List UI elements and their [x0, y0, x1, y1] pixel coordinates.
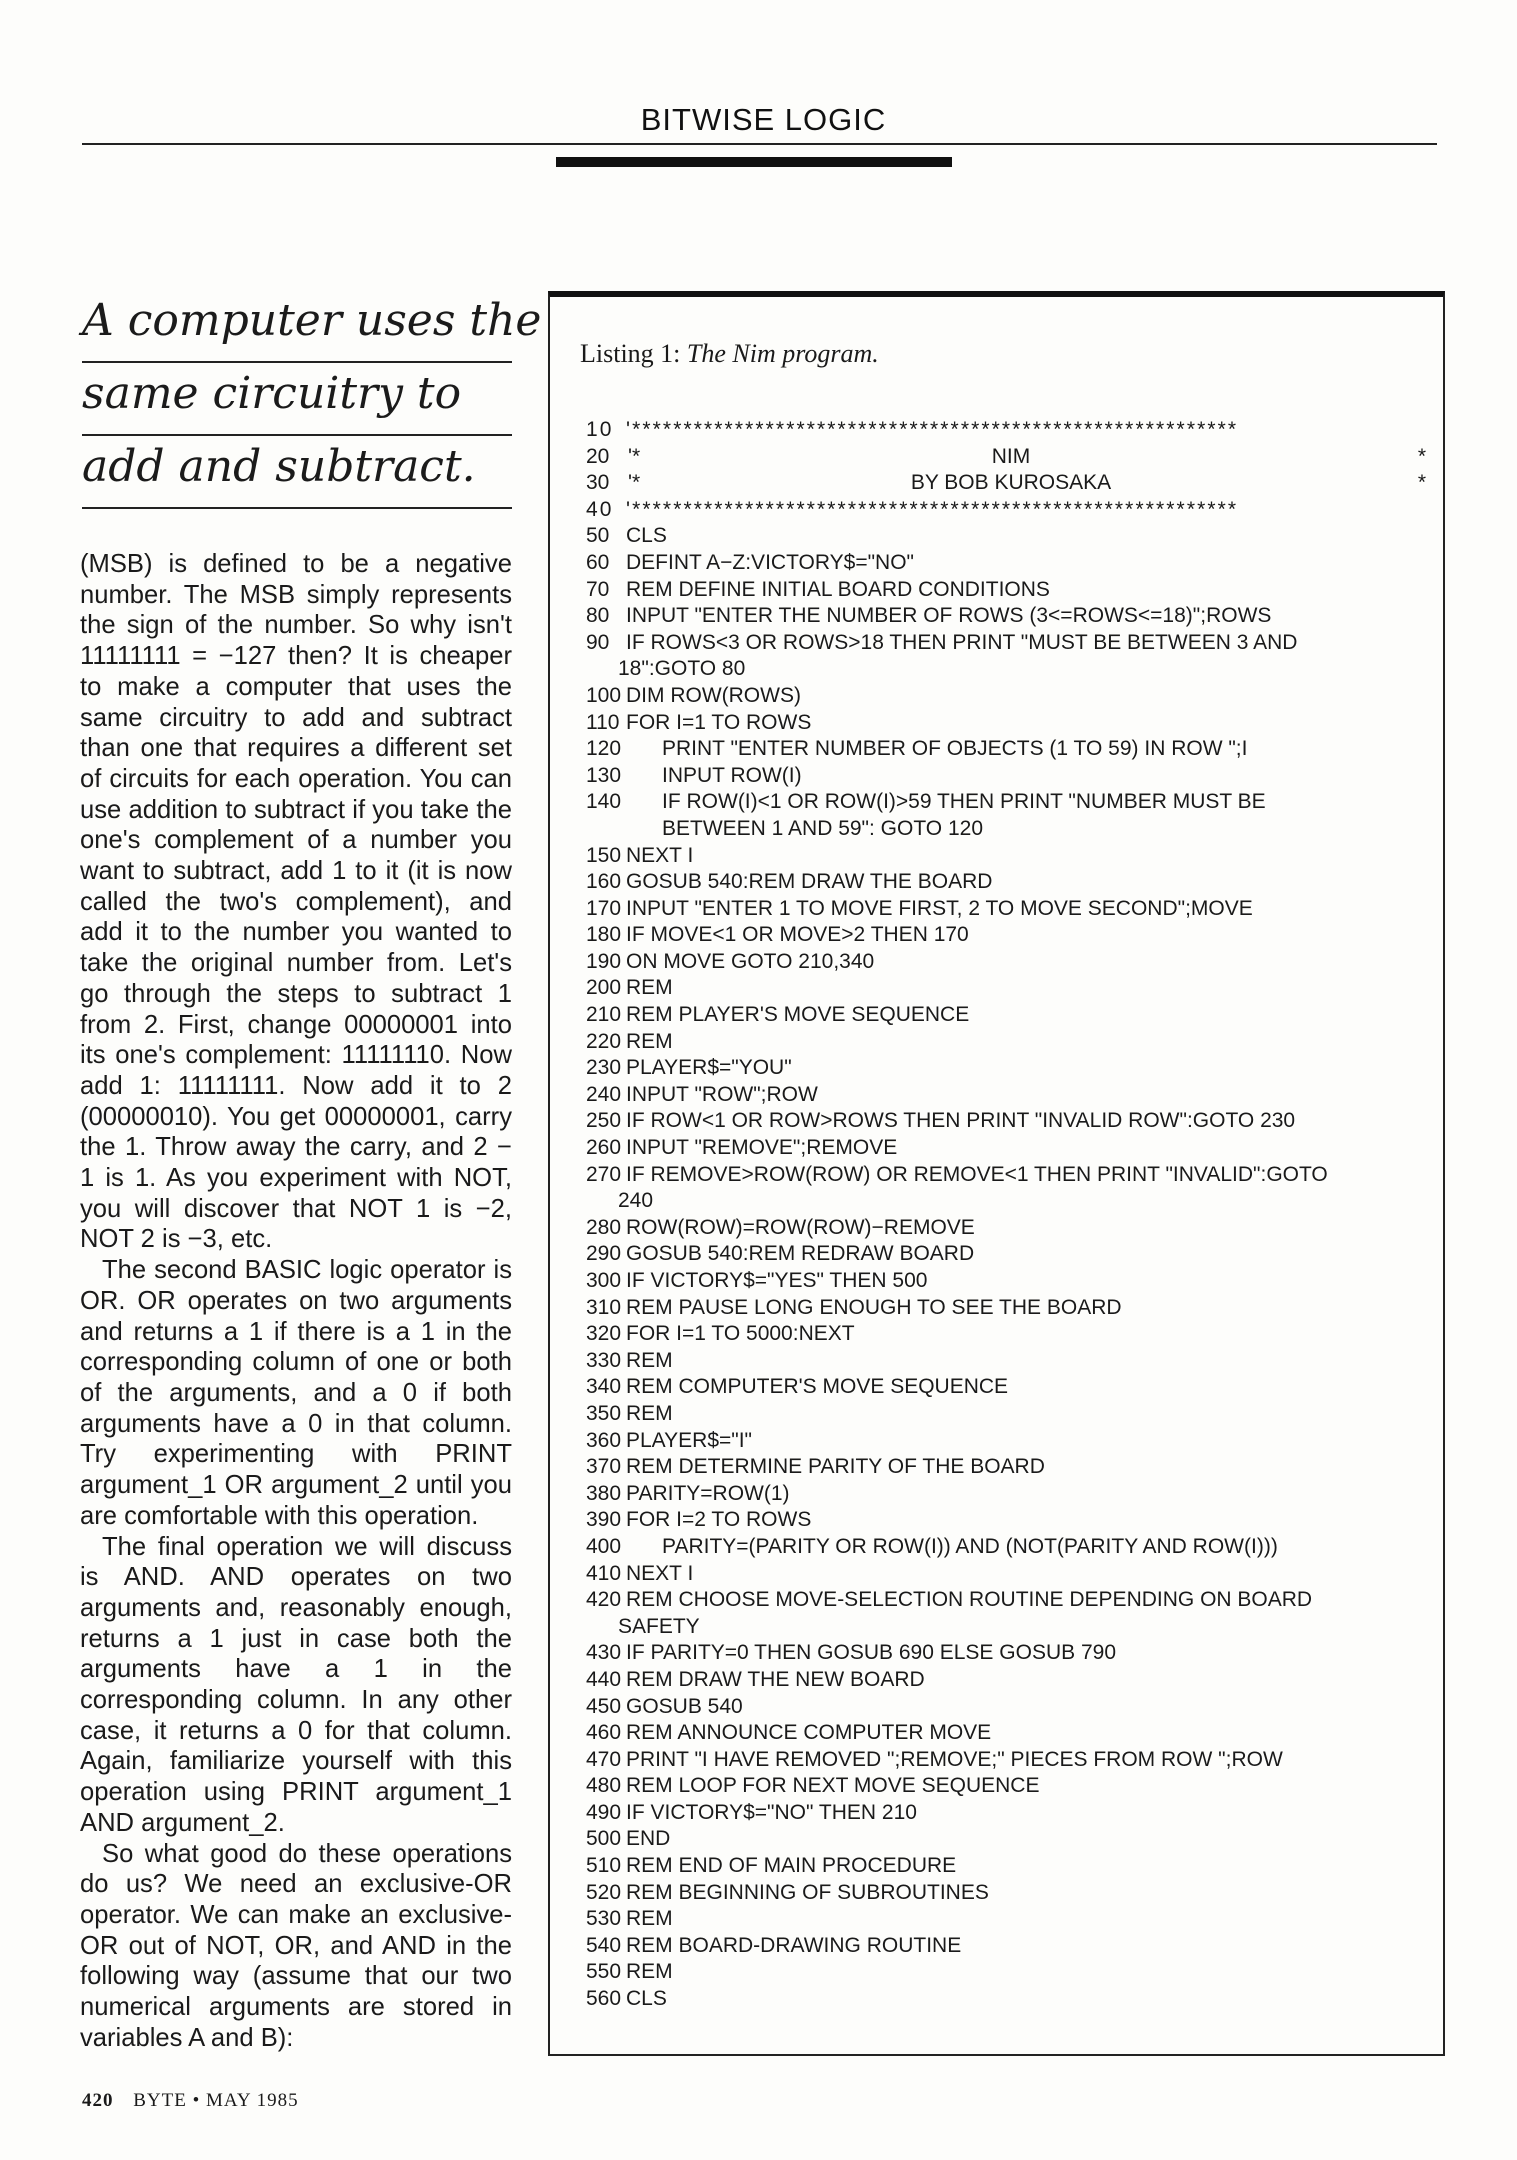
code-text: IF VICTORY$="YES" THEN 500 [626, 1269, 928, 1292]
code-text: INPUT "ENTER THE NUMBER OF ROWS (3<=ROWS<=18)";ROWS [626, 604, 1272, 628]
code-text: END [626, 1827, 671, 1851]
code-text: IF ROW(I)<1 OR ROW(I)>59 THEN PRINT "NUMBER MUST BE [662, 790, 1266, 814]
code-text: REM PAUSE LONG ENOUGH TO SEE THE BOARD [626, 1295, 1122, 1319]
code-text: PARITY=ROW(1) [626, 1481, 790, 1505]
code-line [586, 1587, 1436, 1614]
line-number: 240 [586, 1082, 622, 1106]
asterisk-border: '*********************************************************** [626, 418, 1239, 441]
code-line [586, 603, 1436, 630]
code-text: FOR I=2 TO ROWS [626, 1508, 812, 1532]
line-number: 70 [586, 577, 610, 601]
code-text: INPUT "ROW";ROW [626, 1082, 818, 1106]
code-text: REM CHOOSE MOVE-SELECTION ROUTINE DEPENDING ON BOARD [626, 1588, 1313, 1612]
banner-text: NIM [991, 444, 1031, 468]
line-number: 60 [586, 550, 610, 574]
line-number: 170 [586, 896, 622, 920]
article-paragraph: The second BASIC logic operator is OR. OR operates on two arguments and returns a 1 if there is a 1 in the corresponding column of one or both of the arguments, and a 0 if both arguments have a 0 in that column. Try experimenting with PRINT argument_1 OR argument_2 until you are comfortable with this operation. [80, 1256, 512, 1530]
code-line [586, 896, 1436, 923]
code-text: REM LOOP FOR NEXT MOVE SEQUENCE [626, 1774, 1040, 1798]
code-line [586, 1135, 1436, 1162]
line-number: 140 [586, 790, 622, 814]
code-text: ROW(ROW)=ROW(ROW)−REMOVE [626, 1215, 975, 1239]
line-number: 190 [586, 949, 622, 973]
code-line [586, 1747, 1436, 1774]
code-listing [586, 417, 1436, 2013]
line-number: 310 [586, 1295, 622, 1319]
code-line [586, 710, 1436, 737]
code-line [586, 523, 1436, 550]
pull-quote-line: add and subtract. [82, 436, 512, 509]
code-line [586, 444, 1436, 471]
line-number: 550 [586, 1960, 622, 1984]
code-text: CLS [626, 1987, 667, 2011]
code-text: INPUT "REMOVE";REMOVE [626, 1136, 898, 1160]
magazine-name: BYTE [133, 2090, 187, 2111]
code-line [586, 736, 1436, 763]
code-line [586, 1241, 1436, 1268]
code-line [586, 1295, 1436, 1322]
code-line [586, 949, 1436, 976]
line-number: 250 [586, 1109, 622, 1133]
line-number: 180 [586, 923, 622, 947]
code-line [586, 1959, 1436, 1986]
code-line [586, 1321, 1436, 1348]
pull-quote [82, 290, 542, 509]
line-number: 200 [586, 976, 622, 1000]
line-number: 510 [586, 1854, 622, 1878]
code-line [586, 1933, 1436, 1960]
line-number: 10 [586, 418, 614, 441]
article-paragraph: (MSB) is defined to be a negative number. The MSB simply represents the sign of the number. So why isn't 11111111 = −127 then? It is cheaper to make a computer that uses the same circuitry to add and subtract than one that requires a different set of circuits for each operation. You can use addition to subtract if you take the one's complement of a number you want to subtract, add 1 to it (it is now called the two's complement), and add it to the number you wanted to take the original number from. Let's go through the steps to subtract 1 from 2. First, change 00000001 into its one's complement: 11111110. Now add 1: 11111111. Now add it to 2 (00000010). You get 00000001, carry the 1. Throw away the carry, and 2 − 1 is 1. As you experiment with NOT, you will discover that NOT 1 is −2, NOT 2 is −3, etc. [80, 550, 512, 1254]
code-line [586, 763, 1436, 790]
code-text: BETWEEN 1 AND 59": GOTO 120 [662, 816, 984, 840]
line-number: 420 [586, 1588, 622, 1612]
line-number: 390 [586, 1508, 622, 1532]
pull-quote-line: same circuitry to [82, 363, 512, 436]
asterisk-border: '*********************************************************** [626, 497, 1239, 521]
listing-box [548, 291, 1445, 2056]
line-number: 90 [586, 630, 610, 654]
code-line [586, 1215, 1436, 1242]
code-text: ON MOVE GOTO 210,340 [626, 949, 875, 973]
code-text: IF ROWS<3 OR ROWS>18 THEN PRINT "MUST BE BETWEEN 3 AND [626, 630, 1298, 654]
code-text: REM [626, 1029, 673, 1053]
line-number: 400 [586, 1534, 622, 1558]
code-line [586, 1694, 1436, 1721]
code-line [586, 1108, 1436, 1135]
code-line [586, 497, 1436, 524]
line-number: 280 [586, 1215, 622, 1239]
banner-left: '* [628, 444, 641, 468]
line-number: 370 [586, 1455, 622, 1479]
code-line [586, 1481, 1436, 1508]
line-number: 80 [586, 604, 610, 628]
code-line [586, 1428, 1436, 1455]
code-line [586, 1800, 1436, 1827]
code-line [586, 550, 1436, 577]
banner-left: '* [628, 471, 641, 495]
line-number: 560 [586, 1987, 622, 2011]
line-number: 330 [586, 1348, 622, 1372]
line-number: 520 [586, 1880, 622, 1904]
code-text: REM [626, 1960, 673, 1984]
line-number: 530 [586, 1907, 622, 1931]
code-text: CLS [626, 524, 667, 548]
line-number: 320 [586, 1322, 622, 1346]
code-line [586, 1667, 1436, 1694]
banner-right: * [1417, 444, 1426, 468]
line-number: 360 [586, 1428, 622, 1452]
code-line [586, 656, 1436, 683]
line-number: 380 [586, 1481, 622, 1505]
line-number: 150 [586, 843, 622, 867]
code-text: GOSUB 540 [626, 1694, 743, 1718]
code-line [586, 1561, 1436, 1588]
listing-label: Listing 1: [580, 339, 681, 368]
code-line [586, 1029, 1436, 1056]
code-text: SAFETY [618, 1614, 700, 1638]
code-text: INPUT ROW(I) [662, 763, 802, 787]
line-number: 120 [586, 737, 622, 761]
line-number: 130 [586, 763, 622, 787]
line-number: 350 [586, 1401, 622, 1425]
code-text: PLAYER$="YOU" [626, 1056, 792, 1080]
code-text: NEXT I [626, 843, 694, 867]
code-text: IF VICTORY$="NO" THEN 210 [626, 1800, 917, 1824]
code-text: PARITY=(PARITY OR ROW(I)) AND (NOT(PARITY AND ROW(I))) [662, 1534, 1278, 1558]
pull-quote-line: A computer uses the [82, 290, 512, 363]
code-line [586, 843, 1436, 870]
line-number: 410 [586, 1561, 622, 1585]
code-text: REM DETERMINE PARITY OF THE BOARD [626, 1455, 1045, 1479]
code-line [586, 869, 1436, 896]
code-line [586, 1720, 1436, 1747]
code-text: DEFINT A−Z:VICTORY$="NO" [626, 550, 914, 574]
issue-date: MAY 1985 [206, 2090, 299, 2111]
code-text: REM ANNOUNCE COMPUTER MOVE [626, 1721, 992, 1745]
code-text: REM COMPUTER'S MOVE SEQUENCE [626, 1375, 1009, 1399]
code-line [586, 1268, 1436, 1295]
code-line [586, 1773, 1436, 1800]
header-bar [556, 157, 952, 167]
line-number: 340 [586, 1375, 622, 1399]
code-text: REM [626, 1348, 673, 1372]
line-number: 20 [586, 444, 610, 468]
banner-right: * [1417, 471, 1426, 495]
line-number: 110 [586, 710, 620, 734]
line-number: 540 [586, 1933, 622, 1957]
code-text: FOR I=1 TO ROWS [626, 710, 812, 734]
code-line [586, 470, 1436, 497]
code-text: DIM ROW(ROWS) [626, 683, 801, 707]
code-line [586, 1853, 1436, 1880]
code-line [586, 1880, 1436, 1907]
code-text: IF MOVE<1 OR MOVE>2 THEN 170 [626, 923, 969, 947]
code-line [586, 1374, 1436, 1401]
line-number: 460 [586, 1721, 622, 1745]
line-number: 30 [586, 471, 610, 495]
line-number: 480 [586, 1774, 622, 1798]
code-text: PRINT "ENTER NUMBER OF OBJECTS (1 TO 59) IN ROW ";I [662, 737, 1248, 761]
code-line [586, 1188, 1436, 1215]
code-line [586, 1507, 1436, 1534]
code-line [586, 1986, 1436, 2013]
code-text: REM PLAYER'S MOVE SEQUENCE [626, 1003, 970, 1027]
code-text: 240 [618, 1189, 654, 1213]
line-number: 230 [586, 1056, 622, 1080]
code-line [586, 1055, 1436, 1082]
header-rule [82, 143, 1437, 145]
page-footer [82, 2090, 299, 2112]
code-line [586, 922, 1436, 949]
code-line [586, 1348, 1436, 1375]
code-line [586, 630, 1436, 657]
code-line [586, 816, 1436, 843]
code-text: 18":GOTO 80 [618, 657, 746, 681]
code-line [586, 417, 1436, 444]
code-text: REM DRAW THE NEW BOARD [626, 1667, 925, 1691]
code-line [586, 1640, 1436, 1667]
line-number: 210 [586, 1003, 622, 1027]
line-number: 260 [586, 1136, 622, 1160]
code-line [586, 1614, 1436, 1641]
code-text: INPUT "ENTER 1 TO MOVE FIRST, 2 TO MOVE SECOND";MOVE [626, 896, 1253, 920]
code-text: REM BOARD-DRAWING ROUTINE [626, 1933, 962, 1957]
line-number: 220 [586, 1029, 622, 1053]
code-text: REM DEFINE INITIAL BOARD CONDITIONS [626, 577, 1050, 601]
line-number: 430 [586, 1641, 622, 1665]
code-line [586, 683, 1436, 710]
line-number: 440 [586, 1667, 622, 1691]
line-number: 160 [586, 870, 622, 894]
article-body [80, 549, 512, 2053]
code-text: IF ROW<1 OR ROW>ROWS THEN PRINT "INVALID ROW":GOTO 230 [626, 1109, 1296, 1133]
code-text: FOR I=1 TO 5000:NEXT [626, 1322, 855, 1346]
code-line [586, 1002, 1436, 1029]
code-line [586, 1826, 1436, 1853]
line-number: 290 [586, 1242, 622, 1266]
line-number: 500 [586, 1827, 622, 1851]
page-number: 420 [82, 2090, 114, 2111]
code-text: IF REMOVE>ROW(ROW) OR REMOVE<1 THEN PRINT "INVALID":GOTO [626, 1162, 1328, 1186]
section-title: BITWISE LOGIC [640, 102, 887, 137]
code-text: PLAYER$="I" [626, 1428, 752, 1452]
line-number: 40 [586, 497, 614, 521]
code-line [586, 975, 1436, 1002]
line-number: 270 [586, 1162, 622, 1186]
listing-title: The Nim program. [686, 339, 879, 368]
code-text: REM BEGINNING OF SUBROUTINES [626, 1880, 989, 1904]
line-number: 300 [586, 1269, 622, 1292]
footer-separator: • [192, 2090, 201, 2111]
code-text: NEXT I [626, 1561, 694, 1585]
listing-caption [580, 339, 879, 369]
code-text: REM [626, 976, 673, 1000]
code-line [586, 1906, 1436, 1933]
line-number: 100 [586, 683, 622, 707]
line-number: 490 [586, 1800, 622, 1824]
code-line [586, 1454, 1436, 1481]
code-text: PRINT "I HAVE REMOVED ";REMOVE;" PIECES FROM ROW ";ROW [626, 1747, 1283, 1771]
line-number: 450 [586, 1694, 622, 1718]
code-text: REM [626, 1907, 673, 1931]
code-line [586, 789, 1436, 816]
code-text: GOSUB 540:REM DRAW THE BOARD [626, 870, 993, 894]
code-line [586, 1162, 1436, 1189]
code-line [586, 1534, 1436, 1561]
code-text: GOSUB 540:REM REDRAW BOARD [626, 1242, 975, 1266]
code-line [586, 1401, 1436, 1428]
code-text: IF PARITY=0 THEN GOSUB 690 ELSE GOSUB 790 [626, 1641, 1116, 1665]
line-number: 50 [586, 524, 610, 548]
code-line [586, 1082, 1436, 1109]
line-number: 470 [586, 1747, 622, 1771]
banner-text: BY BOB KUROSAKA [910, 471, 1112, 495]
code-text: REM [626, 1401, 673, 1425]
code-line [586, 577, 1436, 604]
code-text: REM END OF MAIN PROCEDURE [626, 1854, 957, 1878]
article-paragraph: So what good do these operations do us? We need an exclusive-OR operator. We can make an exclusive-OR out of NOT, OR, and AND in the following way (assume that our two numerical arguments are stored in variables A and B): [80, 1839, 512, 2052]
article-paragraph: The final operation we will discuss is AND. AND operates on two arguments and, reasonably enough, returns a 1 just in case both the arguments have a 1 in the corresponding column. In any other case, it returns a 0 for that column. Again, familiarize yourself with this operation using PRINT argument_1 AND argument_2. [80, 1532, 512, 1837]
